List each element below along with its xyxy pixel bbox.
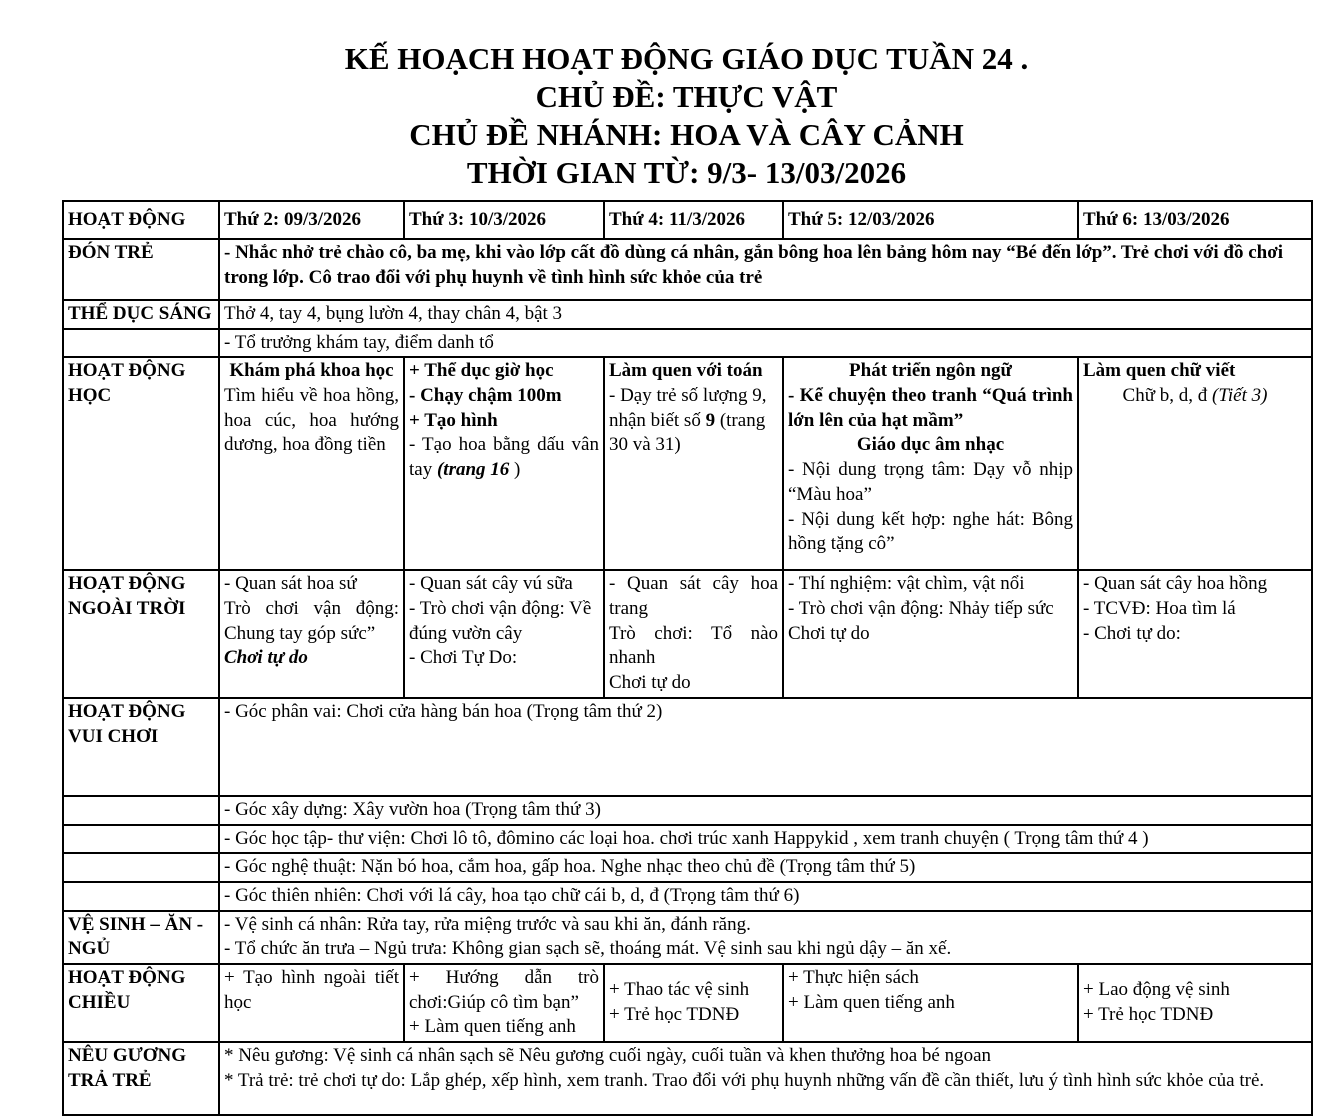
ngoai-troi-label: HOẠT ĐỘNG NGOÀI TRỜI xyxy=(63,570,219,697)
ngoai-troi-mon-line1: - Quan sát hoa sứ xyxy=(224,573,357,595)
ngoai-troi-tue-line3: - Chơi Tự Do: xyxy=(409,647,518,669)
hoc-tue-line4-text: - Tạo hoa bằng dấu vân tay xyxy=(409,434,599,481)
hoc-wed-heading: Làm quen với toán xyxy=(609,360,763,382)
the-duc-sang-content: Thở 4, tay 4, bụng lườn 4, thay chân 4, bật 3 xyxy=(219,300,1312,329)
row-goc-thien-nhien xyxy=(63,882,1312,911)
row-hoat-dong-hoc xyxy=(63,357,1312,570)
chieu-tuesday-cell xyxy=(404,964,604,1042)
row-neu-guong xyxy=(63,1042,1312,1115)
goc-nghe-thuat-content: - Góc nghệ thuật: Nặn bó hoa, cắm hoa, gấp hoa. Nghe nhạc theo chủ đề (Trọng tâm thứ 5) xyxy=(219,853,1312,882)
hoc-thu-para1: - Kể chuyện theo tranh “Quá trình lớn lên của hạt mầm” xyxy=(788,385,1073,431)
chieu-tue-line1: + Hướng dẫn trò chơi:Giúp cô tìm bạn” xyxy=(409,966,599,1013)
title-line-dates: THỜI GIAN TỪ: 9/3- 13/03/2026 xyxy=(466,155,907,190)
neu-guong-label: NÊU GƯƠNG TRẢ TRẺ xyxy=(63,1042,219,1115)
chieu-friday-cell xyxy=(1078,964,1312,1042)
hoc-thursday-cell xyxy=(783,357,1078,570)
hoc-tue-line4 xyxy=(409,433,599,482)
ngoai-troi-monday-cell xyxy=(219,570,404,697)
hoc-mon-body: Tìm hiểu về hoa hồng, hoa cúc, hoa hướng dương, hoa đồng tiền xyxy=(224,385,399,456)
chieu-thu-line1: + Thực hiện sách xyxy=(788,966,919,988)
document-title xyxy=(62,40,1311,192)
row-goc-nghe-thuat xyxy=(63,853,1312,882)
hoc-tue-line2: - Chạy chậm 100m xyxy=(409,385,562,407)
ve-sinh-line1: - Vệ sinh cá nhân: Rửa tay, rửa miệng trước và sau khi ăn, đánh răng. xyxy=(224,913,751,935)
row-vui-choi xyxy=(63,698,1312,796)
hoc-thu-heading2: Giáo dục âm nhạc xyxy=(856,434,1005,456)
row-don-tre xyxy=(63,239,1312,300)
header-friday-cell: Thứ 6: 13/03/2026 xyxy=(1078,201,1312,239)
hoc-tue-line1: + Thể dục giờ học xyxy=(409,360,554,382)
hoc-thu-para3: - Nội dung kết hợp: nghe hát: Bông hồng tặng cô” xyxy=(788,508,1073,555)
chieu-thursday-cell xyxy=(783,964,1078,1042)
header-monday-cell: Thứ 2: 09/3/2026 xyxy=(219,201,404,239)
hoc-fri-lesson-number: (Tiết 3) xyxy=(1212,385,1268,407)
ngoai-troi-tue-line1: - Quan sát cây vú sữa xyxy=(409,573,573,595)
hoc-wed-body-pages: (trang 30 và 31) xyxy=(609,409,766,456)
hoc-thu-heading1: Phát triển ngôn ngữ xyxy=(849,360,1012,382)
ngoai-troi-fri-line3: - Chơi tự do: xyxy=(1083,622,1181,644)
row-the-duc-sang xyxy=(63,300,1312,329)
schedule-table xyxy=(62,200,1313,1116)
ngoai-troi-fri-line2: - TCVĐ: Hoa tìm lá xyxy=(1083,598,1236,620)
neu-guong-line1: * Nêu gương: Vệ sinh cá nhân sạch sẽ Nêu gương cuối ngày, cuối tuần và khen thưởng hoa bé ngoan xyxy=(224,1045,992,1066)
kham-tay-content: - Tổ trưởng khám tay, điểm danh tổ xyxy=(219,329,1312,358)
hoc-friday-cell xyxy=(1078,357,1312,570)
the-duc-sang-label: THỂ DỤC SÁNG xyxy=(63,300,219,329)
ve-sinh-line2: - Tổ chức ăn trưa – Ngủ trưa: Không gian sạch sẽ, thoáng mát. Vệ sinh sau khi ngủ dậy – ăn xế. xyxy=(224,938,952,960)
hoc-wed-body-text: - Dạy trẻ số lượng 9, nhận biết số xyxy=(609,385,767,431)
chieu-thu-line2: + Làm quen tiếng anh xyxy=(788,991,955,1013)
row-ve-sinh xyxy=(63,911,1312,964)
ve-sinh-content xyxy=(219,911,1312,964)
hoc-tuesday-cell xyxy=(404,357,604,570)
chieu-wednesday-cell xyxy=(604,964,783,1042)
goc-hoc-tap-content: - Góc học tập- thư viện: Chơi lô tô, đômino các loại hoa. chơi trúc xanh Happykid , xem tranh chuyện ( Trọng tâm thứ 4 ) xyxy=(219,825,1312,854)
ngoai-troi-thu-line3: Chơi tự do xyxy=(788,622,870,644)
hoc-fri-body xyxy=(1083,384,1307,409)
chieu-monday-cell xyxy=(219,964,404,1042)
row-goc-hoc-tap xyxy=(63,825,1312,854)
chieu-wed-line1: + Thao tác vệ sinh xyxy=(609,979,750,1001)
row-goc-xay-dung xyxy=(63,796,1312,825)
header-thursday-cell: Thứ 5: 12/03/2026 xyxy=(783,201,1078,239)
ngoai-troi-fri-line1: - Quan sát cây hoa hồng xyxy=(1083,573,1268,595)
goc-xay-dung-empty-label xyxy=(63,796,219,825)
chieu-mon-line1: + Tạo hình ngoài tiết học xyxy=(224,966,399,1013)
hoc-wed-body xyxy=(609,384,778,458)
neu-guong-content xyxy=(219,1042,1312,1115)
ngoai-troi-mon-line3: Chơi tự do xyxy=(224,647,308,669)
ve-sinh-label: VỆ SINH – ĂN - NGỦ xyxy=(63,911,219,964)
hoc-fri-letters: Chữ b, d, đ xyxy=(1122,385,1213,407)
hoc-mon-heading: Khám phá khoa học xyxy=(229,360,394,382)
hoc-tue-line4-emphasis: (trang 16 xyxy=(436,459,510,481)
chieu-fri-line2: + Trẻ học TDNĐ xyxy=(1083,1003,1214,1025)
hoat-dong-hoc-label: HOẠT ĐỘNG HỌC xyxy=(63,357,219,570)
ngoai-troi-friday-cell xyxy=(1078,570,1312,697)
ngoai-troi-tuesday-cell xyxy=(404,570,604,697)
ngoai-troi-thursday-cell xyxy=(783,570,1078,697)
title-line-theme: CHỦ ĐỀ: THỰC VẬT xyxy=(535,79,838,114)
ngoai-troi-thu-line1: - Thí nghiệm: vật chìm, vật nổi xyxy=(788,573,1025,595)
hoc-wednesday-cell xyxy=(604,357,783,570)
row-hoat-dong-chieu xyxy=(63,964,1312,1042)
header-activity-cell: HOẠT ĐỘNG xyxy=(63,201,219,239)
neu-guong-line2: * Trả trẻ: trẻ chơi tự do: Lắp ghép, xếp hình, xem tranh. Trao đổi với phụ huynh những vấn đề cần thiết, lưu ý tình hình sức khỏe của trẻ. xyxy=(224,1069,1265,1091)
goc-thien-nhien-empty-label xyxy=(63,882,219,911)
weekly-plan-document xyxy=(62,40,1311,1116)
row-ngoai-troi xyxy=(63,570,1312,697)
don-tre-label: ĐÓN TRẺ xyxy=(63,239,219,300)
vui-choi-phan-vai: - Góc phân vai: Chơi cửa hàng bán hoa (Trọng tâm thứ 2) xyxy=(219,698,1312,796)
title-line-plan: KẾ HOẠCH HOẠT ĐỘNG GIÁO DỤC TUẦN 24 . xyxy=(344,41,1029,76)
header-wednesday-cell: Thứ 4: 11/3/2026 xyxy=(604,201,783,239)
goc-xay-dung-content: - Góc xây dựng: Xây vườn hoa (Trọng tâm thứ 3) xyxy=(219,796,1312,825)
row-kham-tay xyxy=(63,329,1312,358)
don-tre-content: - Nhắc nhở trẻ chào cô, ba mẹ, khi vào lớp cất đồ dùng cá nhân, gắn bông hoa lên bảng hôm nay “Bé đến lớp”. Trẻ chơi với đồ chơi trong lớp. Cô trao đổi với phụ huynh về tình hình sức khỏe của trẻ xyxy=(219,239,1312,300)
goc-nghe-thuat-empty-label xyxy=(63,853,219,882)
ngoai-troi-wednesday-cell xyxy=(604,570,783,697)
chieu-wed-line2: + Trẻ học TDNĐ xyxy=(609,1003,740,1025)
title-line-subtheme: CHỦ ĐỀ NHÁNH: HOA VÀ CÂY CẢNH xyxy=(409,117,964,152)
header-row xyxy=(63,201,1312,239)
hoc-thu-para2: - Nội dung trọng tâm: Dạy vỗ nhịp “Màu hoa” xyxy=(788,459,1073,505)
ngoai-troi-tue-line2: - Trò chơi vận động: Về đúng vườn cây xyxy=(409,598,592,644)
hoc-tue-line3: + Tạo hình xyxy=(409,409,498,431)
ngoai-troi-wed-line3: Chơi tự do xyxy=(609,672,691,694)
ngoai-troi-thu-line2: - Trò chơi vận động: Nhảy tiếp sức xyxy=(788,598,1054,620)
ngoai-troi-wed-line2: Trò chơi: Tổ nào nhanh xyxy=(609,622,778,669)
chieu-tue-line2: + Làm quen tiếng anh xyxy=(409,1016,576,1038)
goc-hoc-tap-empty-label xyxy=(63,825,219,854)
hoc-monday-cell xyxy=(219,357,404,570)
goc-thien-nhien-content: - Góc thiên nhiên: Chơi với lá cây, hoa tạo chữ cái b, d, đ (Trọng tâm thứ 6) xyxy=(219,882,1312,911)
ngoai-troi-mon-line2: Trò chơi vận động: Chung tay góp sức” xyxy=(224,598,399,644)
header-tuesday-cell: Thứ 3: 10/3/2026 xyxy=(404,201,604,239)
ngoai-troi-wed-line1: - Quan sát cây hoa trang xyxy=(609,573,778,620)
chieu-fri-line1: + Lao động vệ sinh xyxy=(1083,979,1230,1001)
kham-tay-empty-label xyxy=(63,329,219,358)
hoc-wed-number-nine: 9 xyxy=(705,409,716,431)
hoc-tue-line4-close: ) xyxy=(509,459,521,481)
chieu-label: HOẠT ĐỘNG CHIỀU xyxy=(63,964,219,1042)
vui-choi-label: HOẠT ĐỘNG VUI CHƠI xyxy=(63,698,219,796)
hoc-fri-heading: Làm quen chữ viết xyxy=(1083,360,1236,382)
